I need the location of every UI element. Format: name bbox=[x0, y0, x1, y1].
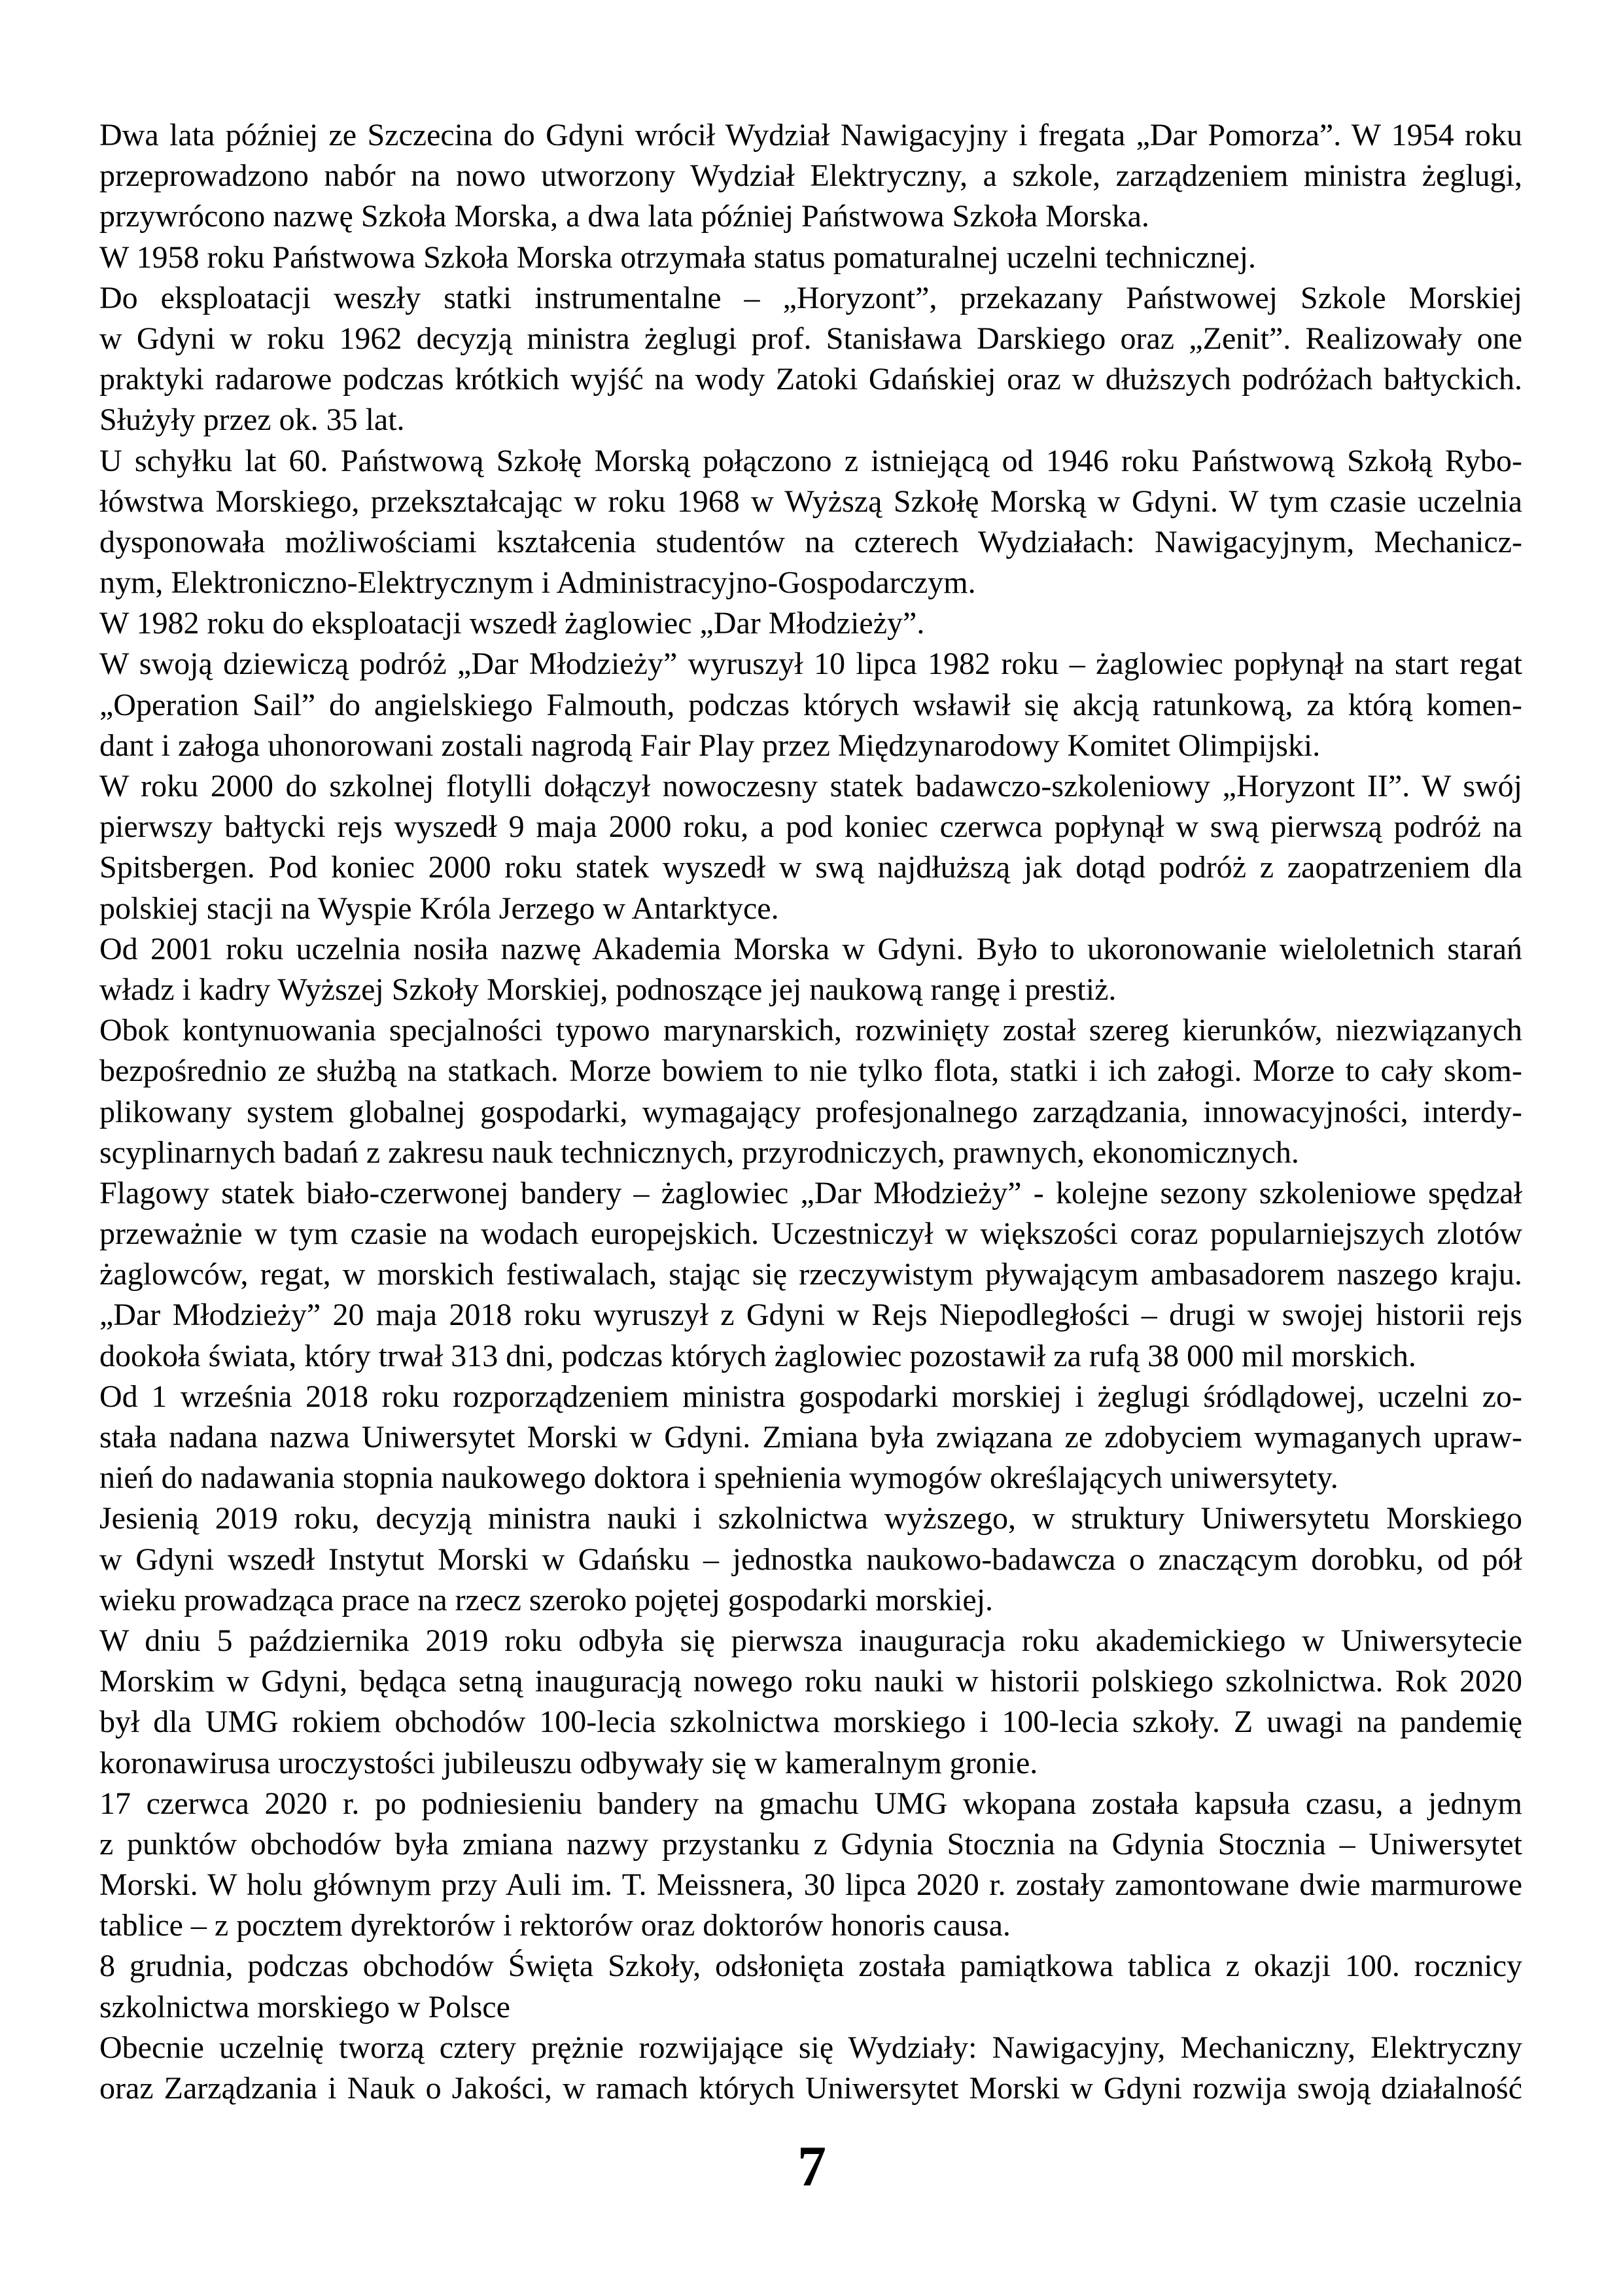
text-line: dysponowała możliwościami kształcenia studentów na czterech Wydziałach: Nawigacyjnym, Mechanicz- bbox=[99, 524, 1522, 559]
text-line: scyplinarnych badań z zakresu nauk technicznych, przyrodniczych, prawnych, ekonomicznych. bbox=[99, 1135, 1299, 1170]
text-line: władz i kadry Wyższej Szkoły Morskiej, podnoszące jej naukową rangę i prestiż. bbox=[99, 972, 1117, 1007]
text-line: 17 czerwca 2020 r. po podniesieniu bandery na gmachu UMG wkopana została kapsuła czasu, a jednym bbox=[99, 1786, 1522, 1821]
text-line: Służyły przez ok. 35 lat. bbox=[99, 402, 405, 438]
text-line: oraz Zarządzania i Nauk o Jakości, w ramach których Uniwersytet Morski w Gdyni rozwija swoją działalność bbox=[99, 2071, 1522, 2106]
text-line: nym, Elektroniczno-Elektrycznym i Administracyjno-Gospodarczym. bbox=[99, 565, 976, 601]
text-line: Jesienią 2019 roku, decyzją ministra nauki i szkolnictwa wyższego, w struktury Uniwersytetu Morskiego bbox=[99, 1501, 1522, 1536]
page-number: 7 bbox=[797, 2135, 826, 2199]
text-line: łówstwa Morskiego, przekształcając w roku 1968 w Wyższą Szkołę Morską w Gdyni. W tym czasie uczelnia bbox=[99, 484, 1522, 519]
text-line: W roku 2000 do szkolnej flotylli dołączył nowoczesny statek badawczo-szkoleniowy „Horyzont II”. W swój bbox=[99, 769, 1522, 804]
text-line: koronawirusa uroczystości jubileuszu odbywały się w kameralnym gronie. bbox=[99, 1745, 1038, 1780]
text-line: Spitsbergen. Pod koniec 2000 roku statek wyszedł w swą najdłuższą jak dotąd podróż z zaopatrzeniem dla bbox=[99, 850, 1522, 885]
text-line: U schyłku lat 60. Państwową Szkołę Morską połączono z istniejącą od 1946 roku Państwową Szkołą Rybo- bbox=[99, 443, 1522, 478]
text-line: W 1982 roku do eksploatacji wszedł żaglowiec „Dar Młodzieży”. bbox=[99, 606, 925, 641]
text-line: Morskim w Gdyni, będąca setną inauguracją nowego roku nauki w historii polskiego szkolnictwa. Rok 2020 bbox=[99, 1664, 1522, 1699]
text-line: „Operation Sail” do angielskiego Falmouth, podczas których wsławił się akcją ratunkową, za którą komen- bbox=[99, 687, 1522, 722]
text-line: Obok kontynuowania specjalności typowo marynarskich, rozwinięty został szereg kierunków, niezwiązanych bbox=[99, 1013, 1522, 1048]
text-line: szkolnictwa morskiego w Polsce bbox=[99, 1989, 510, 2024]
text-line: przeważnie w tym czasie na wodach europejskich. Uczestniczył w większości coraz popularniejszych zlotów bbox=[99, 1216, 1522, 1252]
text-line: był dla UMG rokiem obchodów 100-lecia szkolnictwa morskiego i 100-lecia szkoły. Z uwagi na pandemię bbox=[99, 1704, 1522, 1740]
text-line: żaglowców, regat, w morskich festiwalach, stając się rzeczywistym pływającym ambasadorem naszego kraju. bbox=[99, 1257, 1522, 1292]
text-line: Dwa lata później ze Szczecina do Gdyni wrócił Wydział Nawigacyjny i fregata „Dar Pomorza”. W 1954 roku bbox=[99, 118, 1522, 152]
text-line: Obecnie uczelnię tworzą cztery prężnie rozwijające się Wydziały: Nawigacyjny, Mechaniczny, Elektryczny bbox=[99, 2030, 1522, 2065]
text-line: z punktów obchodów była zmiana nazwy przystanku z Gdynia Stocznia na Gdynia Stocznia – Uniwersytet bbox=[99, 1826, 1522, 1862]
text-line: Morski. W holu głównym przy Auli im. T. Meissnera, 30 lipca 2020 r. zostały zamontowane dwie marmurowe bbox=[99, 1867, 1522, 1903]
text-line: dookoła świata, który trwał 313 dni, podczas których żaglowiec pozostawił za rufą 38 000 mil morskich. bbox=[99, 1338, 1416, 1373]
text-line: przywrócono nazwę Szkoła Morska, a dwa lata później Państwowa Szkoła Morska. bbox=[99, 199, 1149, 234]
text-line: W swoją dziewiczą podróż „Dar Młodzieży” wyruszył 10 lipca 1982 roku – żaglowiec popłynął na start regat bbox=[99, 646, 1522, 682]
text-line: praktyki radarowe podczas krótkich wyjść na wody Zatoki Gdańskiej oraz w dłuższych podróżach bałtyckich. bbox=[99, 362, 1522, 397]
text-line: „Dar Młodzieży” 20 maja 2018 roku wyruszył z Gdyni w Rejs Niepodległości – drugi w swojej historii rejs bbox=[99, 1298, 1522, 1333]
text-line: w Gdyni w roku 1962 decyzją ministra żeglugi prof. Stanisława Darskiego oraz „Zenit”. Realizowały one bbox=[99, 321, 1522, 356]
text-line: W 1958 roku Państwowa Szkoła Morska otrzymała status pomaturalnej uczelni technicznej. bbox=[99, 239, 1256, 275]
body-text bbox=[99, 115, 1522, 2109]
text-line: W dniu 5 października 2019 roku odbyła się pierwsza inauguracja roku akademickiego w Uniwersytecie bbox=[99, 1623, 1522, 1658]
text-line: pierwszy bałtycki rejs wyszedł 9 maja 2000 roku, a pod koniec czerwca popłynął w swą pierwszą podróż na bbox=[99, 809, 1522, 845]
text-line: plikowany system globalnej gospodarki, wymagający profesjonalnego zarządzania, innowacyjności, interdy- bbox=[99, 1094, 1522, 1129]
text-line: przeprowadzono nabór na nowo utworzony Wydział Elektryczny, a szkole, zarządzeniem ministra żeglugi, bbox=[99, 158, 1522, 194]
text-line: wieku prowadząca prace na rzecz szeroko pojętej gospodarki morskiej. bbox=[99, 1582, 994, 1617]
text-line: w Gdyni wszedł Instytut Morski w Gdańsku – jednostka naukowo-badawcza o znaczącym dorobku, od pół bbox=[99, 1542, 1522, 1577]
text-line: 8 grudnia, podczas obchodów Święta Szkoły, odsłonięta została pamiątkowa tablica z okazji 100. rocznicy bbox=[99, 1949, 1522, 1984]
text-line: Od 1 września 2018 roku rozporządzeniem ministra gospodarki morskiej i żeglugi śródlądowej, uczelni zo- bbox=[99, 1379, 1522, 1414]
text-line: polskiej stacji na Wyspie Króla Jerzego w Antarktyce. bbox=[99, 891, 779, 926]
text-line: Do eksploatacji weszły statki instrumentalne – „Horyzont”, przekazany Państwowej Szkole Morskiej bbox=[99, 280, 1522, 315]
text-line: bezpośrednio ze służbą na statkach. Morze bowiem to nie tylko flota, statki i ich załogi. Morze to cały skom- bbox=[99, 1053, 1522, 1089]
text-line: dant i załoga uhonorowani zostali nagrodą Fair Play przez Międzynarodowy Komitet Olimpijski. bbox=[99, 728, 1321, 763]
text-line: Od 2001 roku uczelnia nosiła nazwę Akademia Morska w Gdyni. Było to ukoronowanie wieloletnich starań bbox=[99, 931, 1522, 966]
text-line: Flagowy statek biało-czerwonej bandery – żaglowiec „Dar Młodzieży” - kolejne sezony szkoleniowe spędzał bbox=[99, 1175, 1522, 1210]
text-line: tablice – z pocztem dyrektorów i rektorów oraz doktorów honoris causa. bbox=[99, 1908, 1011, 1943]
text-line: nień do nadawania stopnia naukowego doktora i spełnienia wymogów określających uniwersytety. bbox=[99, 1460, 1338, 1496]
text-line: stała nadana nazwa Uniwersytet Morski w Gdyni. Zmiana była związana ze zdobyciem wymaganych upraw- bbox=[99, 1420, 1522, 1455]
